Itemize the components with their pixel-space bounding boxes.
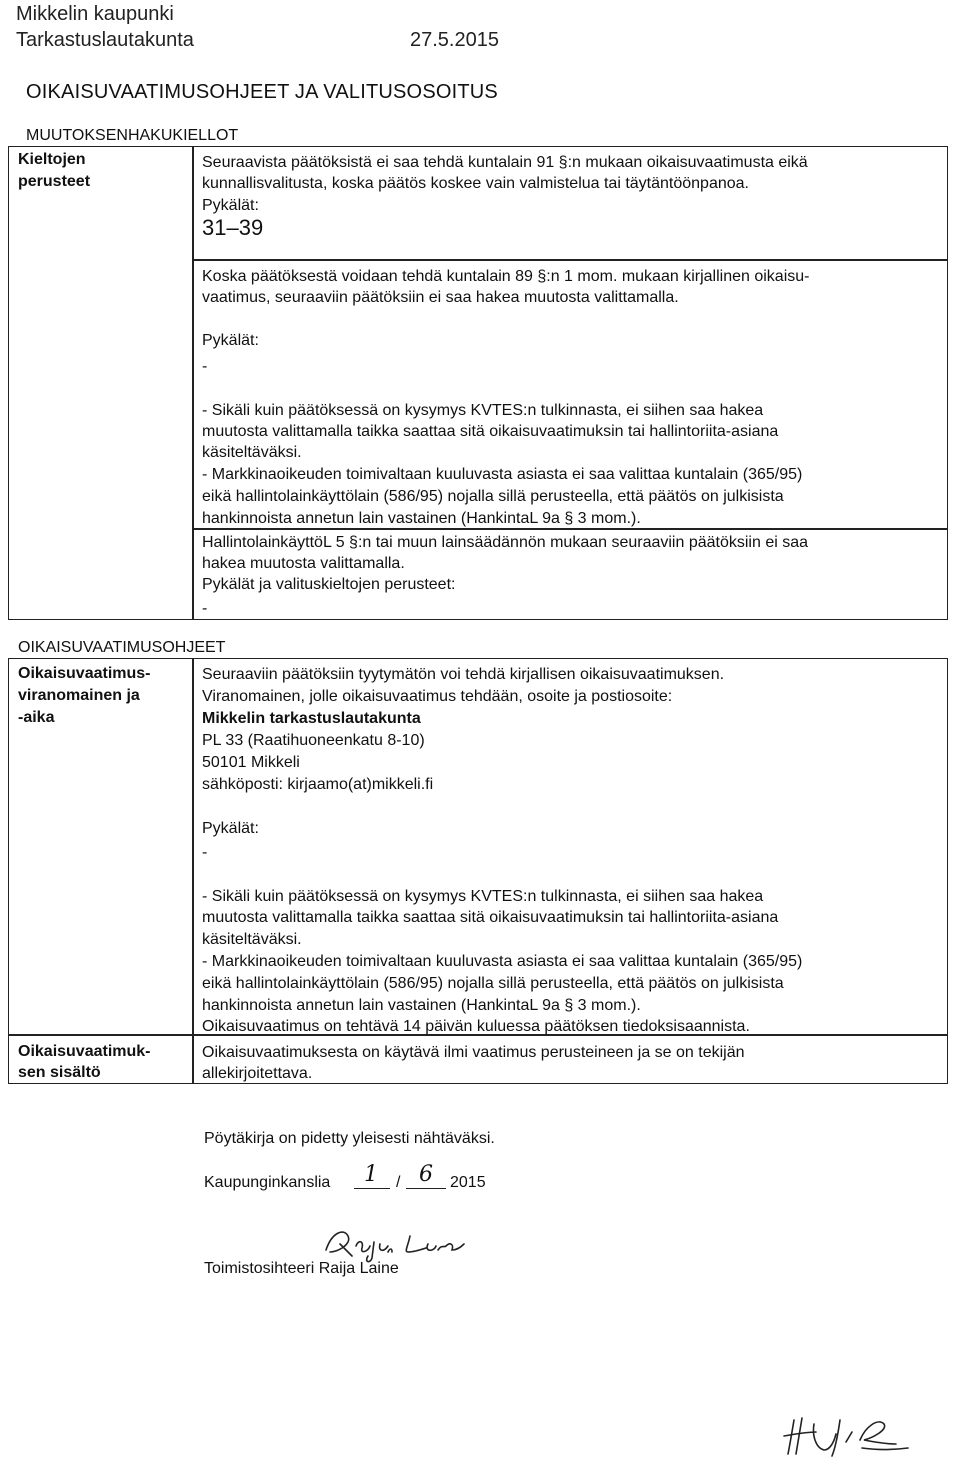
content-text: Oikaisuvaatimuksesta on käytävä ilmi vaatimus perusteineen ja se on tekijän xyxy=(202,1044,745,1061)
authority-address: PL 33 (Raatihuoneenkatu 8-10) xyxy=(202,732,425,749)
deadline-text: Oikaisuvaatimus on tehtävä 14 päivän kuluessa päätöksen tiedoksisaannista. xyxy=(202,1018,750,1035)
instruction-text: Viranomainen, jolle oikaisuvaatimus tehdään, osoite ja postiosoite: xyxy=(202,688,673,705)
row-divider xyxy=(192,259,948,261)
label-kieltojen: Kieltojen xyxy=(18,151,86,168)
handwritten-day: 1 xyxy=(364,1162,378,1187)
label-viranomainen: viranomainen ja xyxy=(18,687,140,704)
content-text: allekirjoitettava. xyxy=(202,1065,313,1082)
restriction-text: muutosta valittamalla taikka saattaa sitä oikaisuvaatimuksin tai hallintoriita-asiana xyxy=(202,423,779,440)
instruction-text: muutosta valittamalla taikka saattaa sitä oikaisuvaatimuksin tai hallintoriita-asiana xyxy=(202,909,779,926)
year: 2015 xyxy=(450,1174,486,1191)
pykalat-value: - xyxy=(202,358,208,375)
pykalat-label: Pykälät: xyxy=(202,820,259,837)
pykalat-value: - xyxy=(202,844,208,861)
initials-signature xyxy=(776,1410,916,1460)
restriction-text: vaatimus, seuraaviin päätöksiin ei saa hakea muutosta valittamalla. xyxy=(202,289,679,306)
page-title: OIKAISUVAATIMUSOHJEET JA VALITUSOSOITUS xyxy=(26,81,498,103)
restriction-text: - Sikäli kuin päätöksessä on kysymys KVTES:n tulkinnasta, ei siihen saa hakea xyxy=(202,402,764,419)
signer-name: Toimistosihteeri Raija Laine xyxy=(204,1260,399,1277)
instruction-text: eikä hallintolainkäyttölain (586/95) nojalla sillä perusteella, että päätös on julkisista xyxy=(202,975,784,992)
authority-email: sähköposti: kirjaamo(at)mikkeli.fi xyxy=(202,776,434,793)
authority-postcode: 50101 Mikkeli xyxy=(202,754,300,771)
restriction-text: hakea muutosta valittamalla. xyxy=(202,555,405,572)
section-heading-muutoksenhakukiellot: MUUTOKSENHAKUKIELLOT xyxy=(26,127,239,144)
section-heading-oikaisuvaatimusohjeet: OIKAISUVAATIMUSOHJEET xyxy=(18,639,226,656)
pykalat-value: 31–39 xyxy=(202,215,264,240)
pykalat-value: - xyxy=(202,600,208,617)
restriction-text: - Markkinaoikeuden toimivaltaan kuuluvasta asiasta ei saa valittaa kuntalain (365/95) xyxy=(202,466,803,483)
org-name: Mikkelin kaupunki xyxy=(16,3,174,25)
label-oikaisuvaatimus: Oikaisuvaatimus- xyxy=(18,665,151,682)
restriction-text: Koska päätöksestä voidaan tehdä kuntalain 89 §:n 1 mom. mukaan kirjallinen oikaisu- xyxy=(202,268,810,285)
pykalat-label: Pykälät: xyxy=(202,332,259,349)
public-notice: Pöytäkirja on pidetty yleisesti nähtäväksi. xyxy=(204,1130,495,1147)
label-oikaisuvaatimuk: Oikaisuvaatimuk- xyxy=(18,1043,151,1060)
document-date: 27.5.2015 xyxy=(410,29,499,51)
restriction-text: kunnallisvalitusta, koska päätös koskee vain valmistelua tai täytäntöönpanoa. xyxy=(202,175,749,192)
instruction-text: käsiteltäväksi. xyxy=(202,931,302,948)
label-aika: -aika xyxy=(18,709,55,726)
date-underline xyxy=(354,1188,390,1189)
restriction-text: eikä hallintolainkäyttölain (586/95) nojalla sillä perusteella, että päätös on julkisista xyxy=(202,488,784,505)
instruction-text: - Sikäli kuin päätöksessä on kysymys KVTES:n tulkinnasta, ei siihen saa hakea xyxy=(202,888,764,905)
restriction-text: käsiteltäväksi. xyxy=(202,444,302,461)
pykalat-label: Pykälät: xyxy=(202,197,259,214)
column-divider xyxy=(192,146,194,620)
board-name: Tarkastuslautakunta xyxy=(16,29,194,51)
instruction-text: Seuraaviin päätöksiin tyytymätön voi tehdä kirjallisen oikaisuvaatimuksen. xyxy=(202,666,725,683)
date-separator: / xyxy=(396,1174,401,1191)
restriction-text: Seuraavista päätöksistä ei saa tehdä kuntalain 91 §:n mukaan oikaisuvaatimusta eikä xyxy=(202,154,808,171)
handwritten-month: 6 xyxy=(419,1162,433,1187)
restriction-text: hankinnoista annetun lain vastainen (HankintaL 9a § 3 mom.). xyxy=(202,510,641,527)
date-underline xyxy=(406,1188,446,1189)
label-perusteet: perusteet xyxy=(18,173,91,190)
instruction-text: hankinnoista annetun lain vastainen (HankintaL 9a § 3 mom.). xyxy=(202,997,641,1014)
column-divider xyxy=(192,658,194,1084)
label-sisalto: sen sisältö xyxy=(18,1064,101,1081)
restriction-text: HallintolainkäyttöL 5 §:n tai muun lainsäädännön mukaan seuraaviin päätöksiin ei saa xyxy=(202,534,809,551)
authority-name: Mikkelin tarkastuslautakunta xyxy=(202,710,421,727)
instruction-text: - Markkinaoikeuden toimivaltaan kuuluvasta asiasta ei saa valittaa kuntalain (365/95) xyxy=(202,953,803,970)
place-label: Kaupunginkanslia xyxy=(204,1174,331,1191)
pykalat-label: Pykälät ja valituskieltojen perusteet: xyxy=(202,576,456,593)
